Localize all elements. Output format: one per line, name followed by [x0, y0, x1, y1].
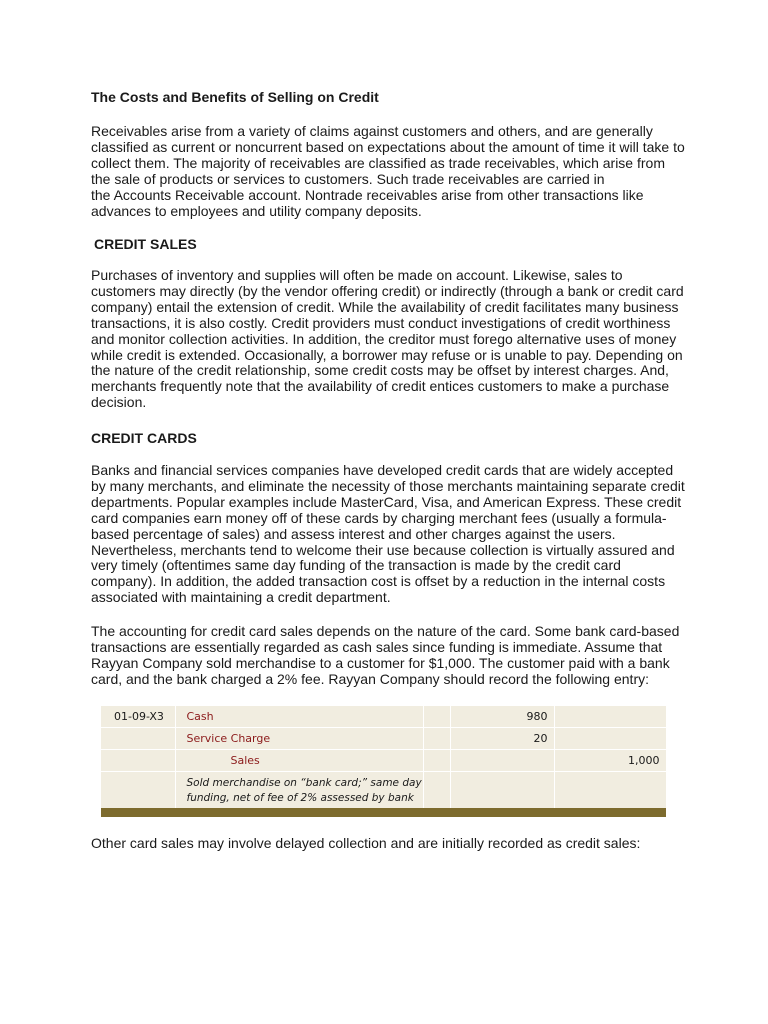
journal-explanation-line: Sold merchandise on “bank card;” same day — [186, 776, 422, 789]
journal-date-cell — [101, 750, 175, 772]
closing-paragraph — [91, 836, 691, 852]
paragraph-line: The accounting for credit card sales depends on the nature of the card. Some bank card-based — [91, 623, 680, 639]
paragraph-line: merchants frequently note that the availability of credit entices customers to make a purchase — [91, 378, 670, 395]
paragraph-line: by many merchants, and eliminate the necessity of those merchants maintaining separate credit — [91, 477, 685, 494]
journal-account: Sales — [175, 750, 423, 772]
paragraph-line: associated with maintaining a credit department. — [91, 589, 391, 606]
paragraph-line: Banks and financial services companies have developed credit cards that are widely accepted — [91, 462, 674, 478]
journal-account: Cash — [175, 706, 423, 728]
paragraph-line: based percentage of sales) and assess interest and other charges against the users. — [91, 525, 616, 542]
document-title: The Costs and Benefits of Selling on Credit — [91, 89, 379, 105]
journal-credit — [554, 706, 666, 728]
journal-debit — [450, 750, 554, 772]
journal-debit: 20 — [450, 728, 554, 750]
journal-date-cell — [101, 772, 175, 810]
paragraph-line: very timely (oftentimes same day funding of the transaction is made by the credit card — [91, 557, 621, 574]
journal-ref-cell — [423, 772, 450, 810]
paragraph-line: advances to employees and utility company deposits. — [91, 202, 422, 219]
journal-explanation — [175, 772, 423, 810]
journal-ref-cell — [423, 750, 450, 772]
paragraph-line: company) entail the extension of credit. While the availability of credit facilitates many business — [91, 298, 679, 315]
credit-sales-heading: CREDIT SALES — [94, 236, 197, 252]
paragraph-line: transactions, it is also costly. Credit providers must conduct investigations of credit worthiness — [91, 314, 671, 331]
paragraph-line: the Accounts Receivable account. Nontrade receivables arise from other transactions like — [91, 186, 644, 203]
journal-row — [101, 750, 666, 772]
paragraph-line: collect them. The majority of receivables are classified as trade receivables, which arise from — [91, 154, 665, 171]
journal-date: 01-09-X3 — [101, 706, 175, 728]
journal-credit: 1,000 — [554, 750, 666, 772]
paragraph-line: card companies earn money off of these cards by charging merchant fees (usually a formula- — [91, 509, 667, 526]
accounting-paragraph — [91, 624, 691, 688]
paragraph-line: customers may directly (by the vendor offering credit) or indirectly (through a bank or credit card — [91, 282, 684, 299]
paragraph-line: company). In addition, the added transaction cost is offset by a reduction in the internal costs — [91, 573, 666, 590]
paragraph-line: Nevertheless, merchants tend to welcome their use because collection is virtually assured and — [91, 541, 675, 558]
journal-account: Service Charge — [175, 728, 423, 750]
journal-debit: 980 — [450, 706, 554, 728]
journal-row — [101, 728, 666, 750]
journal-row — [101, 706, 666, 728]
paragraph-line: classified as current or noncurrent based on expectations about the amount of time it will take to — [91, 138, 685, 155]
journal-credit — [554, 728, 666, 750]
paragraph-line: the nature of the credit relationship, some credit costs may be offset by interest charges. And, — [91, 362, 669, 379]
paragraph-line: the sale of products or services to customers. Such trade receivables are carried in — [91, 170, 605, 187]
paragraph-line: departments. Popular examples include MasterCard, Visa, and American Express. These credit — [91, 493, 682, 510]
paragraph-line: Rayyan Company sold merchandise to a customer for $1,000. The customer paid with a bank — [91, 654, 670, 671]
paragraph-line: while credit is extended. Occasionally, a borrower may refuse or is unable to pay. Depending on — [91, 346, 683, 363]
paragraph-line: Other card sales may involve delayed collection and are initially recorded as credit sales: — [91, 835, 641, 851]
paragraph-line: and monitor collection activities. In addition, the creditor must forego alternative uses of money — [91, 330, 677, 347]
journal-explanation-row — [101, 772, 666, 810]
journal-entry-table — [101, 706, 666, 817]
journal-credit-cell — [554, 772, 666, 810]
table-bottom-bar — [101, 808, 666, 817]
journal-ref-cell — [423, 706, 450, 728]
paragraph-line: Purchases of inventory and supplies will often be made on account. Likewise, sales to — [91, 267, 623, 283]
credit-cards-paragraph — [91, 463, 691, 606]
journal-debit-cell — [450, 772, 554, 810]
journal-date-cell — [101, 728, 175, 750]
journal-explanation-line: funding, net of fee of 2% assessed by bank — [186, 791, 414, 804]
paragraph-line: transactions are essentially regarded as cash sales since funding is immediate. Assume that — [91, 638, 663, 655]
paragraph-line: decision. — [91, 394, 147, 411]
credit-sales-paragraph — [91, 268, 691, 411]
intro-paragraph — [91, 124, 691, 219]
paragraph-line: card, and the bank charged a 2% fee. Rayyan Company should record the following entry: — [91, 670, 649, 687]
credit-cards-heading: CREDIT CARDS — [91, 430, 197, 446]
paragraph-line: Receivables arise from a variety of claims against customers and others, and are generally — [91, 123, 653, 139]
journal-ref-cell — [423, 728, 450, 750]
